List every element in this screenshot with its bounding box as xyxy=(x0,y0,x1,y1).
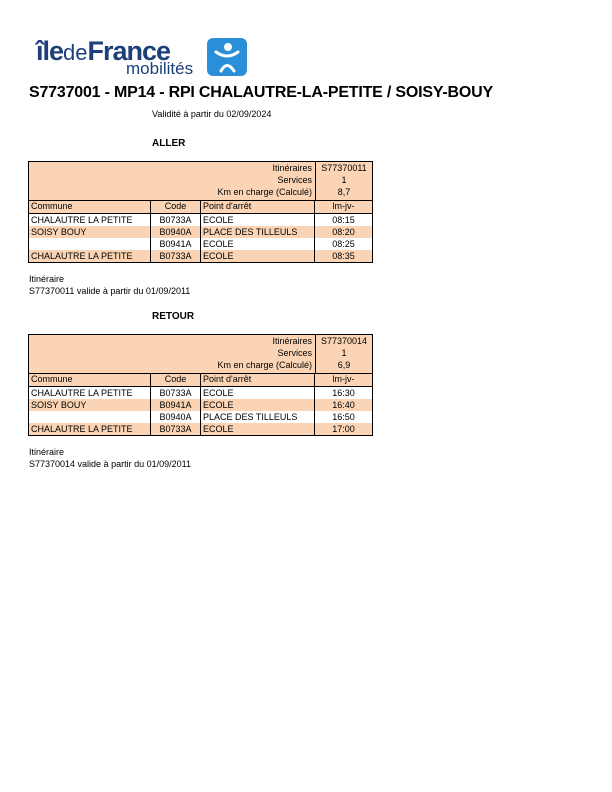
commune-cell: SOISY BOUY xyxy=(29,226,151,238)
time-cell: 16:40 xyxy=(332,400,355,410)
retour-timetable xyxy=(28,334,373,436)
code-cell: Code xyxy=(151,201,201,213)
table-row xyxy=(29,214,372,226)
time-cell: lm-jv- xyxy=(332,374,355,384)
table-row xyxy=(29,387,372,399)
code-cell: B0733A xyxy=(151,250,201,262)
code-cell: B0733A xyxy=(151,387,201,399)
aller-note xyxy=(29,273,190,297)
commune-cell: SOISY BOUY xyxy=(29,399,151,411)
aller-column-headers xyxy=(29,200,372,214)
retour-column-headers xyxy=(29,373,372,387)
retour-note-title: Itinéraire xyxy=(29,447,65,457)
stop-cell: ECOLE xyxy=(201,250,315,262)
commune-cell: Commune xyxy=(29,201,151,213)
table-row xyxy=(29,411,372,423)
logo-person-icon xyxy=(207,38,247,76)
stop-cell: ECOLE xyxy=(201,387,315,399)
aller-meta: Itinéraires S77370011 Services 1 Km en charge (Calculé) 8,7 xyxy=(29,162,372,200)
commune-cell: CHALAUTRE LA PETITE xyxy=(29,214,151,226)
commune-cell xyxy=(29,238,151,250)
commune-cell: CHALAUTRE LA PETITE xyxy=(29,387,151,399)
logo-wordmark: îledeFrance xyxy=(36,36,171,66)
commune-cell: CHALAUTRE LA PETITE xyxy=(29,250,151,262)
retour-note-text: S77370014 valide à partir du 01/09/2011 xyxy=(29,459,191,469)
time-cell: 16:50 xyxy=(332,412,355,422)
stop-cell: ECOLE xyxy=(201,423,315,435)
aller-timetable xyxy=(28,161,373,263)
aller-note-title: Itinéraire xyxy=(29,274,65,284)
stop-cell: ECOLE xyxy=(201,238,315,250)
code-cell: B0733A xyxy=(151,214,201,226)
time-cell: 08:15 xyxy=(332,215,355,225)
time-cell: 08:20 xyxy=(332,227,355,237)
stop-cell: Point d'arrêt xyxy=(201,201,315,213)
stop-cell: Point d'arrêt xyxy=(201,374,315,386)
code-cell: Code xyxy=(151,374,201,386)
table-row xyxy=(29,226,372,238)
code-cell: B0733A xyxy=(151,423,201,435)
code-cell: B0940A xyxy=(151,226,201,238)
table-row xyxy=(29,250,372,262)
commune-cell: CHALAUTRE LA PETITE xyxy=(29,423,151,435)
table-row xyxy=(29,423,372,435)
retour-note xyxy=(29,446,191,470)
time-cell: lm-jv- xyxy=(332,201,355,211)
time-cell: 08:25 xyxy=(332,239,355,249)
aller-note-text: S77370011 valide à partir du 01/09/2011 xyxy=(29,286,191,296)
validity-date: Validité à partir du 02/09/2024 xyxy=(152,109,272,119)
logo-subtitle: mobilités xyxy=(126,59,194,78)
aller-heading: ALLER xyxy=(152,138,186,149)
retour-meta: Itinéraires S77370014 Services 1 Km en charge (Calculé) 6,9 xyxy=(29,335,372,373)
page-title: S7737001 - MP14 - RPI CHALAUTRE-LA-PETITE / SOISY-BOUY xyxy=(29,84,493,101)
stop-cell: ECOLE xyxy=(201,399,315,411)
retour-heading: RETOUR xyxy=(152,311,195,322)
table-row xyxy=(29,238,372,250)
stop-cell: PLACE DES TILLEULS xyxy=(201,411,315,423)
time-cell: 08:35 xyxy=(332,251,355,261)
time-cell: 17:00 xyxy=(332,424,355,434)
table-row xyxy=(29,399,372,411)
stop-cell: ECOLE xyxy=(201,214,315,226)
stop-cell: PLACE DES TILLEULS xyxy=(201,226,315,238)
code-cell: B0940A xyxy=(151,411,201,423)
time-cell: 16:30 xyxy=(332,388,355,398)
commune-cell: Commune xyxy=(29,374,151,386)
idfm-logo xyxy=(36,36,256,80)
commune-cell xyxy=(29,411,151,423)
code-cell: B0941A xyxy=(151,238,201,250)
code-cell: B0941A xyxy=(151,399,201,411)
